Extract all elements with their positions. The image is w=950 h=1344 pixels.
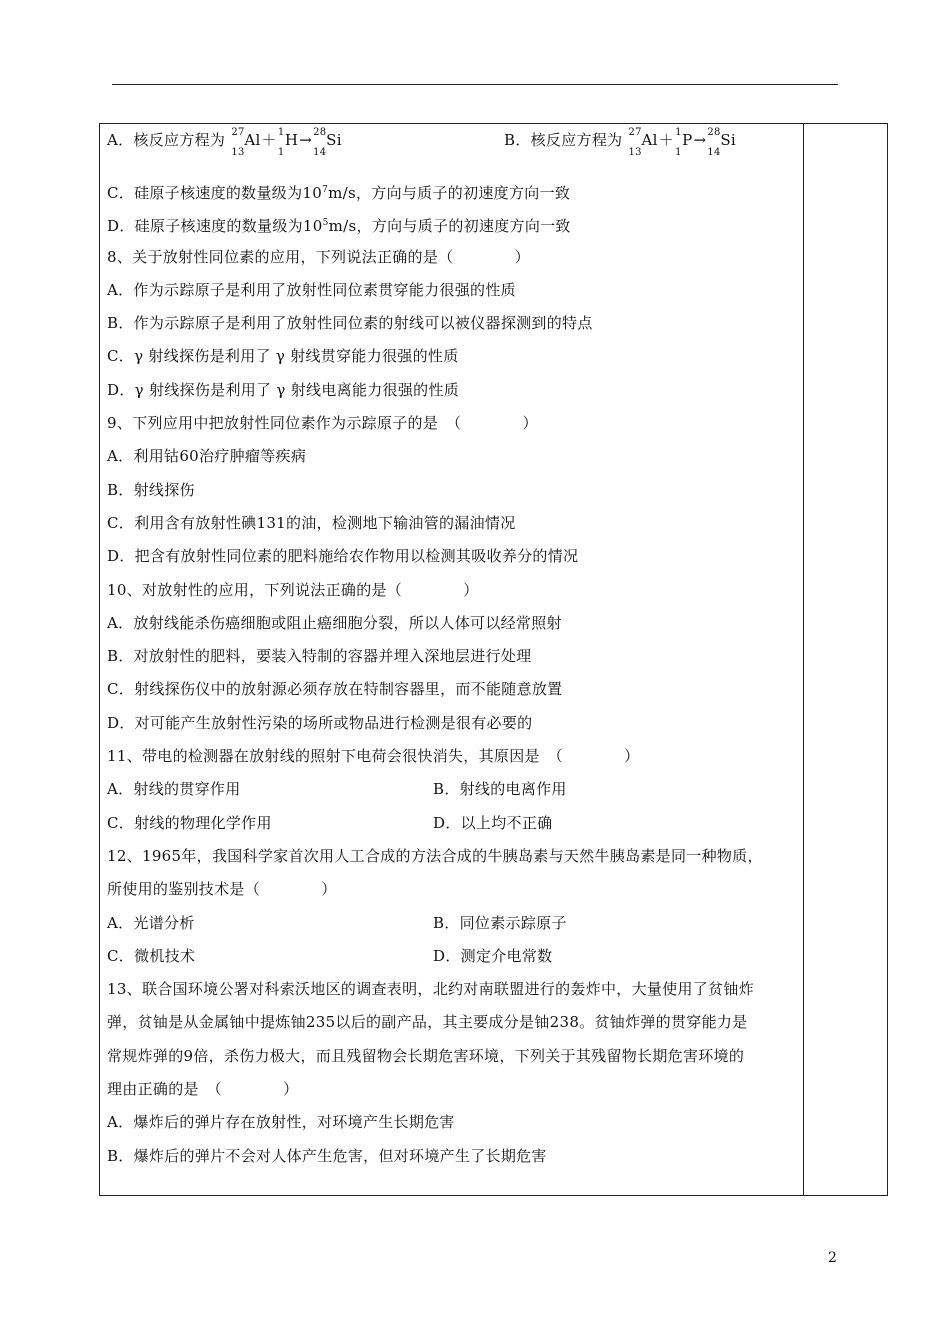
q12-stem-line2: 所使用的鉴别技术是（ ）	[107, 880, 337, 899]
q9-option-d: D．把含有放射性同位素的肥料施给农作物用以检测其吸收养分的情况	[107, 547, 579, 566]
q12-option-d: D．测定介电常数	[433, 946, 553, 965]
q13-option-b: B．爆炸后的弹片不会对人体产生危害，但对环境产生了长期危害	[107, 1146, 547, 1165]
header-rule	[112, 84, 838, 85]
q11-options-ab	[107, 773, 797, 806]
q13-option-a: A．爆炸后的弹片存在放射性，对环境产生长期危害	[107, 1113, 455, 1132]
q13-stem-line2: 弹，贫铀是从金属铀中提炼铀235以后的副产品，其主要成分是铀238。贫铀炸弹的贯穿能力是	[107, 1013, 748, 1032]
nuclide-p: 1 1 P	[675, 127, 693, 158]
q10-option-c: C．射线探伤仪中的放射源必须存放在特制容器里，而不能随意放置	[107, 680, 563, 699]
q8-stem: 8、关于放射性同位素的应用，下列说法正确的是（ ）	[107, 247, 530, 266]
nuclide-si: 28 14 Si	[707, 127, 737, 158]
q12-option-a: A．光谱分析	[107, 913, 195, 932]
q12-options-cd	[107, 940, 797, 973]
q10-option-b: B．对放射性的肥料，要装入特制的容器并埋入深地层进行处理	[107, 647, 532, 666]
q12-stem-line1: 12、1965年，我国科学家首次用人工合成的方法合成的牛胰岛素与天然牛胰岛素是同一种物质，	[107, 846, 763, 865]
q7-option-a-equation: 27 13 Al＋ 1 1 H→ 28 14 Si	[230, 124, 343, 157]
q8-option-a: A．作为示踪原子是利用了放射性同位素贯穿能力很强的性质	[107, 280, 516, 299]
q10-option-a: A．放射线能杀伤癌细胞或阻止癌细胞分裂，所以人体可以经常照射	[107, 613, 562, 632]
q11-stem: 11、带电的检测器在放射线的照射下电荷会很快消失，其原因是 （ ）	[107, 747, 640, 766]
q7-option-b-label: B．核反应方程为	[504, 131, 623, 149]
q11-option-d: D．以上均不正确	[433, 813, 553, 832]
notes-column-divider	[803, 123, 804, 1196]
reaction-arrow-icon: →	[693, 131, 707, 149]
nuclide-h: 1 1 H	[277, 127, 299, 158]
q9-option-c: C．利用含有放射性碘131的油，检测地下输油管的漏油情况	[107, 513, 516, 532]
q7-option-a-label: A．核反应方程为	[107, 131, 226, 149]
q13-stem-line1: 13、联合国环境公署对科索沃地区的调查表明，北约对南联盟进行的轰炸中，大量使用了贫铀炸	[107, 980, 754, 999]
q8-option-b: B．作为示踪原子是利用了放射性同位素的射线可以被仪器探测到的特点	[107, 314, 593, 333]
q7-option-b	[504, 124, 737, 157]
q8-option-d: D．γ 射线探伤是利用了 γ 射线电离能力很强的性质	[107, 380, 460, 399]
nuclide-si: 28 14 Si	[313, 127, 342, 158]
q9-option-b: B．射线探伤	[107, 480, 195, 499]
q11-option-c: C．射线的物理化学作用	[107, 813, 272, 832]
q9-option-a: A．利用钴60治疗肿瘤等疾病	[107, 447, 307, 466]
q11-options-cd	[107, 807, 797, 840]
nuclide-al: 27 13 Al	[628, 127, 658, 158]
q7-option-a	[107, 127, 343, 158]
q8-option-c: C．γ 射线探伤是利用了 γ 射线贯穿能力很强的性质	[107, 347, 459, 366]
q7-option-b-equation: 27 13 Al＋ 1 1 P→ 28 14 Si	[628, 124, 738, 157]
q7-option-c: C．硅原子核速度的数量级为$10^7m/s$，方向与质子的初速度方向一致	[107, 184, 571, 202]
q12-options-ab	[107, 907, 797, 940]
reaction-arrow-icon: →	[299, 131, 313, 149]
q7-option-d: D．硅原子核速度的数量级为$10^5m/s$，方向与质子的初速度方向一致	[107, 217, 571, 236]
q9-stem: 9、下列应用中把放射性同位素作为示踪原子的是 （ ）	[107, 414, 538, 433]
nuclide-al: 27 13 Al	[231, 127, 261, 158]
question-content	[107, 124, 797, 1173]
q12-option-b: B．同位素示踪原子	[433, 913, 567, 932]
q13-stem-line3: 常规炸弹的9倍，杀伤力极大，而且残留物会长期危害环境，下列关于其残留物长期危害环境的	[107, 1046, 745, 1065]
page-number: 2	[828, 1250, 837, 1266]
q7-option-row-ab	[107, 124, 797, 174]
q10-option-d: D．对可能产生放射性污染的场所或物品进行检测是很有必要的	[107, 713, 533, 732]
q12-option-c: C．微机技术	[107, 946, 196, 965]
q11-option-b: B．射线的电离作用	[433, 780, 567, 799]
q11-option-a: A．射线的贯穿作用	[107, 780, 241, 799]
q13-stem-line4: 理由正确的是 （ ）	[107, 1080, 299, 1099]
q10-stem: 10、对放射性的应用，下列说法正确的是（ ）	[107, 580, 479, 599]
